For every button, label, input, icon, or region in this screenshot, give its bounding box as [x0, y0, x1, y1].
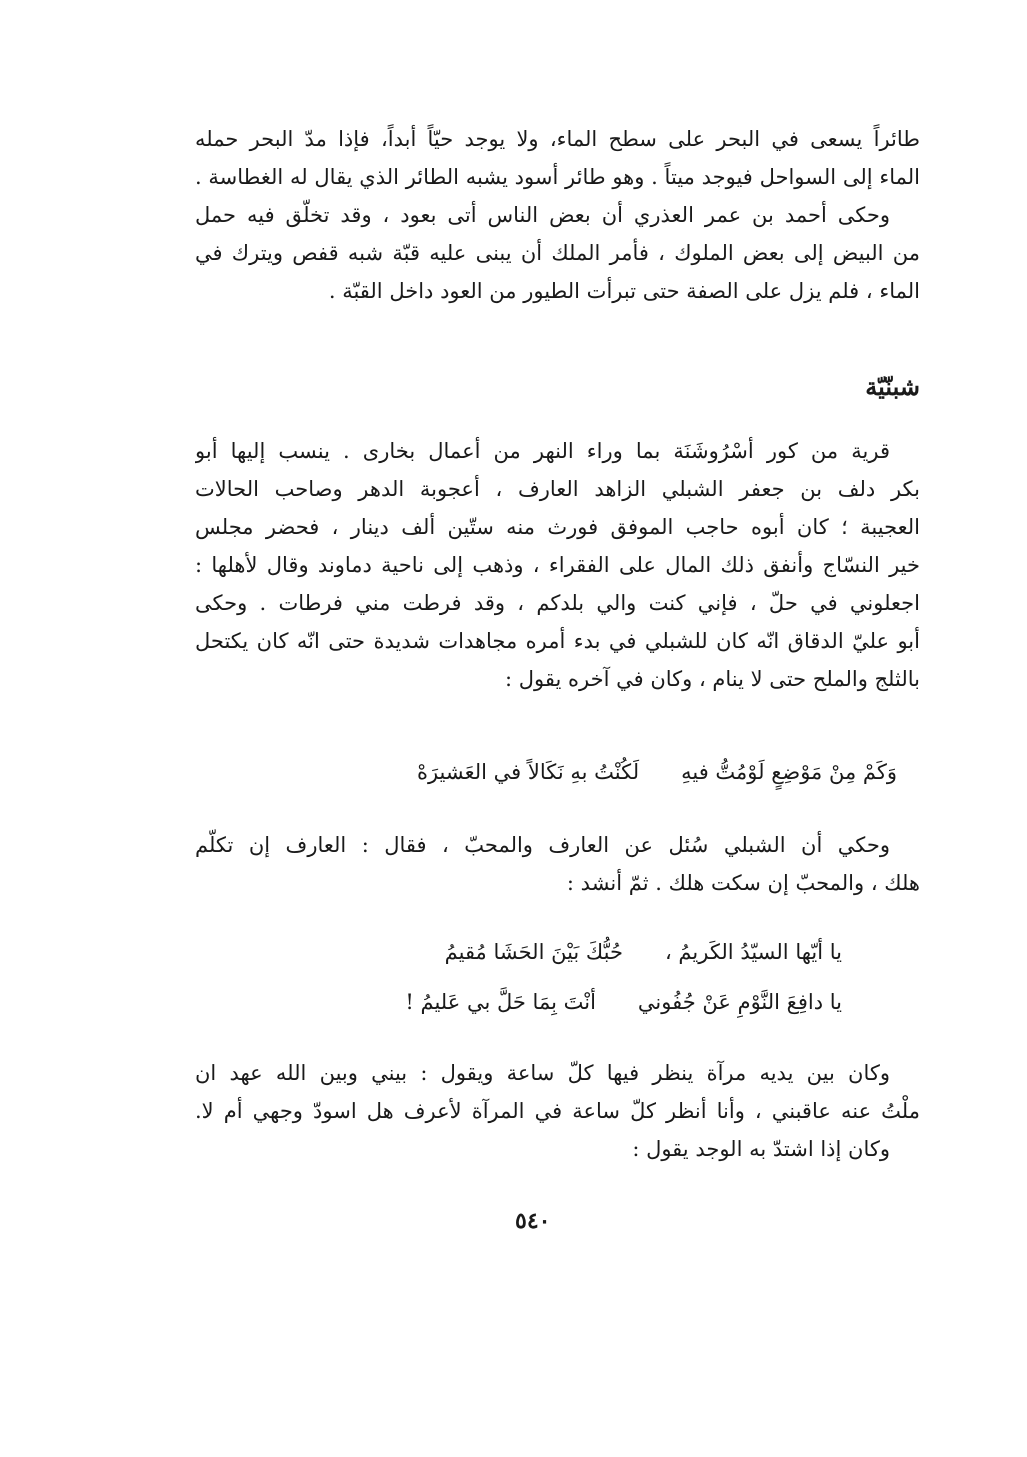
text-line: هلك ، والمحبّ إن سكت هلك . ثمّ أنشد : — [566, 871, 920, 895]
page-number: ٥٤٠ — [515, 1208, 551, 1234]
poem-verse — [405, 990, 842, 1014]
text-line: قرية من كور أسْرُوشَنَة بما وراء النهر من أعمال بخارى . ينسب إليها أبو — [195, 439, 890, 463]
poem-verse — [445, 940, 842, 964]
paragraph — [195, 826, 920, 902]
text-line: أبو عليّ الدقاق انّه كان للشبلي في بدء أمره مجاهدات شديدة حتى انّه كان يكتحل — [195, 629, 920, 653]
text-line: العجيبة ؛ كان أبوه حاجب الموفق فورث منه ستّين ألف دينار ، فحضر مجلس — [195, 515, 920, 539]
text-line: الماء إلى السواحل فيوجد ميتاً . وهو طائر أسود يشبه الطائر الذي يقال له الغطاسة . — [195, 165, 920, 189]
text-line: طائراً يسعى في البحر على سطح الماء، ولا يوجد حيّاً أبداً، فإذا مدّ البحر حمله — [195, 127, 920, 151]
text-line: وحكى أحمد بن عمر العذري أن بعض الناس أتى بعود ، وقد تخلّق فيه حمل — [195, 203, 890, 227]
verse-first-hemistich: يا دافِعَ النَّوْمِ عَنْ جُفُوني — [637, 990, 842, 1014]
text-line: وكان إذا اشتدّ به الوجد يقول : — [632, 1137, 890, 1161]
text-line: من البيض إلى بعض الملوك ، فأمر الملك أن يبنى عليه قبّة شبه قفص ويترك في — [195, 241, 920, 265]
verse-first-hemistich: يا أيّها السيّدُ الكَريمُ ، — [664, 940, 842, 964]
entry-paragraph — [195, 432, 920, 698]
text-line: اجعلوني في حلّ ، فإني كنت والي بلدكم ، وقد فرطت مني فرطات . وحكى — [195, 591, 920, 615]
entry-heading: شبنّيّة — [865, 372, 920, 401]
verse-second-hemistich: أنْتَ بِمَا حَلَّ بي عَليمُ ! — [405, 990, 596, 1014]
text-line: الماء ، فلم يزل على الصفة حتى تبرأت الطيور من العود داخل القبّة . — [328, 279, 920, 303]
text-line: وحكي أن الشبلي سُئل عن العارف والمحبّ ، فقال : العارف إن تكلّم — [195, 833, 890, 857]
paragraph-continuation — [195, 120, 920, 310]
text-line: ملْتُ عنه عاقبني ، وأنا أنظر كلّ ساعة في المرآة لأعرف هل اسودّ وجهي أم لا. — [195, 1099, 920, 1123]
verse-second-hemistich: لَكُنْتُ بهِ نَكَالاً في العَشيرَهْ — [416, 760, 640, 784]
text-line: بالثلج والملح حتى لا ينام ، وكان في آخره يقول : — [505, 667, 920, 691]
poem-verse — [417, 760, 897, 784]
verse-first-hemistich: وَكَمْ مِنْ مَوْضِعٍ لَوْمُتُّ فيهِ — [681, 760, 897, 784]
paragraph — [195, 1054, 920, 1168]
text-line: وكان بين يديه مرآة ينظر فيها كلّ ساعة ويقول : بيني وبين الله عهد ان — [195, 1061, 890, 1085]
text-line: خير النسّاج وأنفق ذلك المال على الفقراء ، وذهب إلى ناحية دماوند وقال لأهلها : — [195, 553, 920, 577]
text-line: بكر دلف بن جعفر الشبلي الزاهد العارف ، أعجوبة الدهر وصاحب الحالات — [195, 477, 920, 501]
verse-second-hemistich: حُبُّكَ بَيْنَ الحَشَا مُقيمُ — [444, 940, 623, 964]
